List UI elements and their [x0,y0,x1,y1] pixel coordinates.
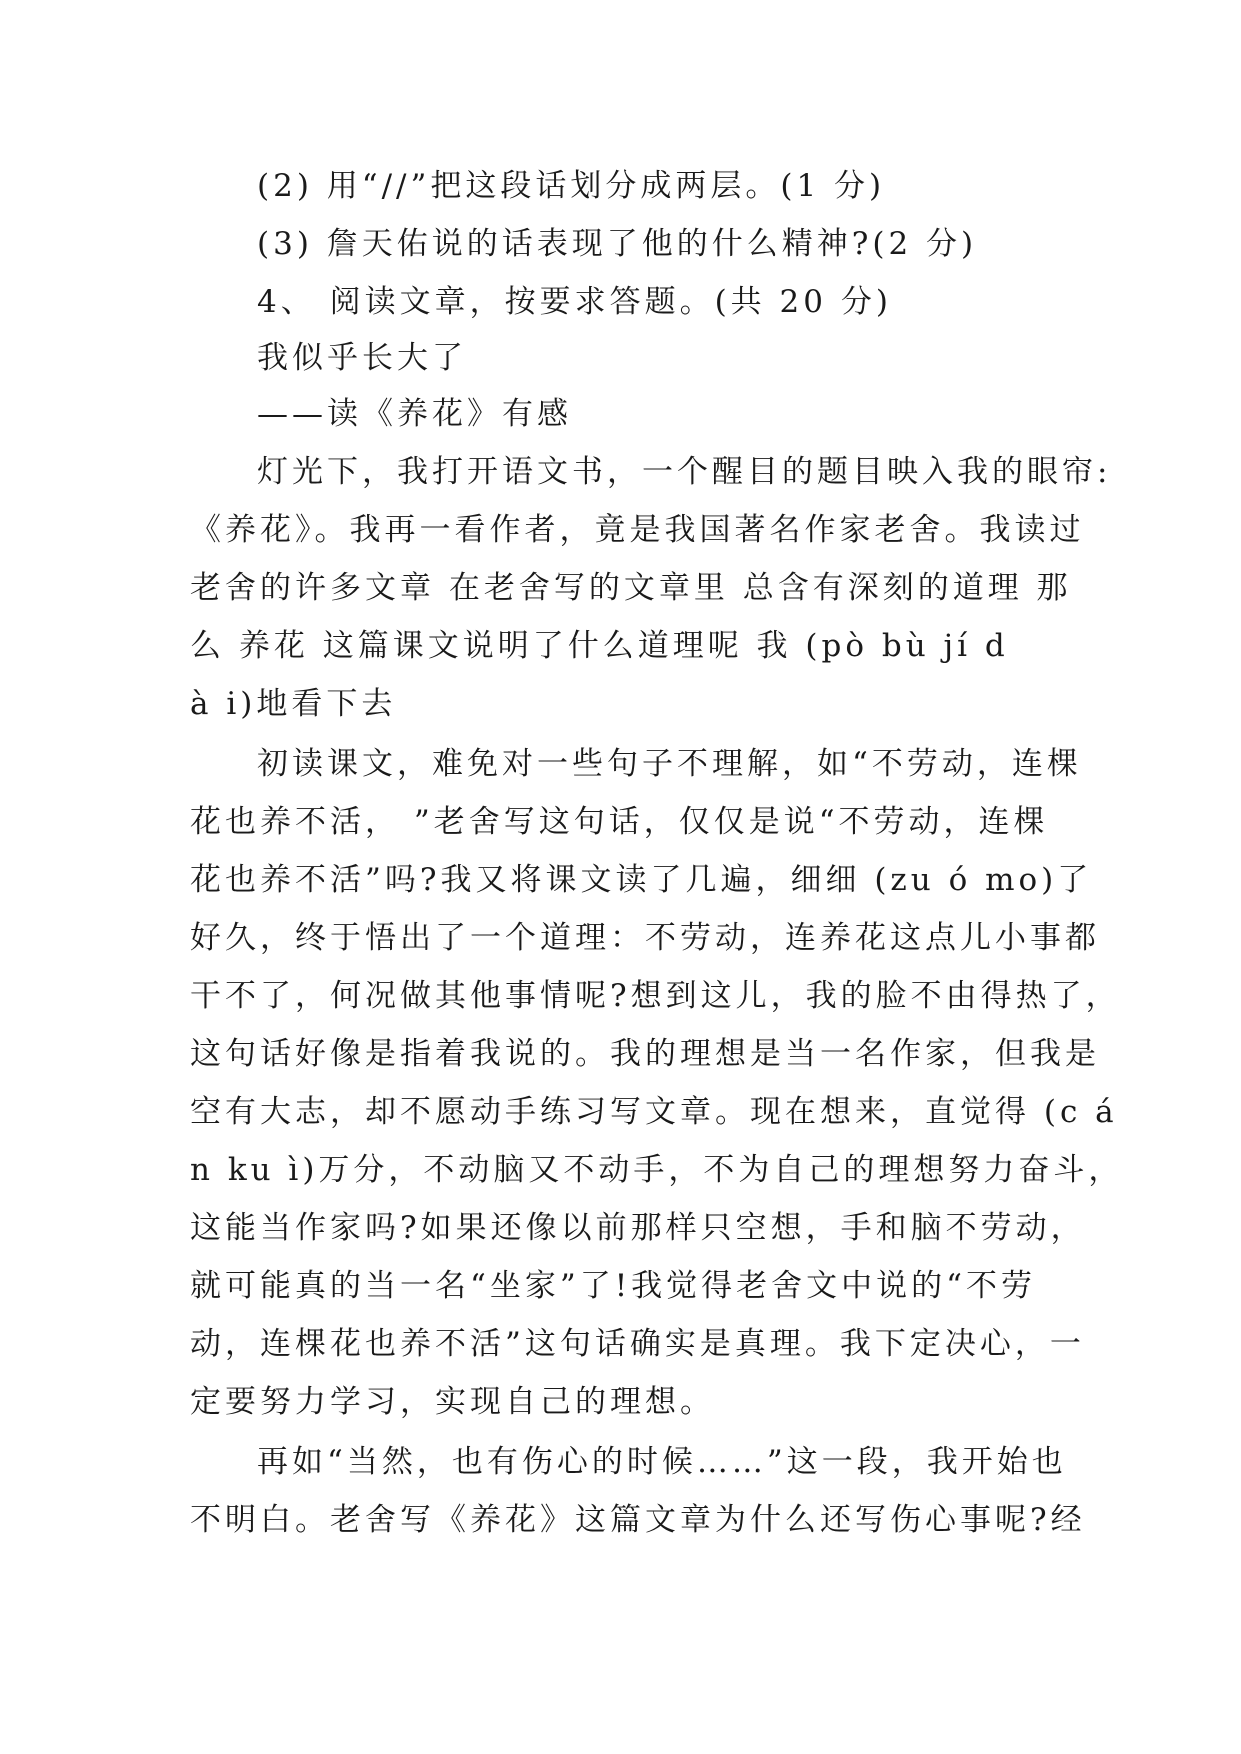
question-3: (3) 詹天佑说的话表现了他的什么精神?(2 分) [257,226,978,262]
paragraph-line: à i)地看下去 [190,686,397,722]
paragraph-line: 老舍的许多文章 在老舍写的文章里 总含有深刻的道理 那 [190,570,1072,606]
paragraph-line: 这能当作家吗?如果还像以前那样只空想，手和脑不劳动， [190,1210,1086,1246]
paragraph-line: 定要努力学习，实现自己的理想。 [190,1384,715,1420]
paragraph-line: 不明白。老舍写《养花》这篇文章为什么还写伤心事呢?经 [190,1502,1086,1538]
article-title: 我似乎长大了 [257,340,467,376]
paragraph-line: 花也养不活， ”老舍写这句话，仅仅是说“不劳动，连棵 [190,804,1049,840]
paragraph-line: 动，连棵花也养不活”这句话确实是真理。我下定决心，一 [190,1326,1085,1362]
paragraph-line: 这句话好像是指着我说的。我的理想是当一名作家，但我是 [190,1036,1100,1072]
question-4: 4、 阅读文章，按要求答题。(共 20 分) [257,284,892,320]
paragraph-line: 花也养不活”吗?我又将课文读了几遍，细细 (zu ó mo)了 [190,862,1093,898]
paragraph-line: 灯光下，我打开语文书，一个醒目的题目映入我的眼帘: [257,454,1112,490]
paragraph-line: 再如“当然，也有伤心的时候……”这一段，我开始也 [257,1444,1067,1480]
paragraph-line: 干不了，何况做其他事情呢?想到这儿，我的脸不由得热了， [190,978,1121,1014]
question-2: (2) 用“//”把这段话划分成两层。(1 分) [257,168,886,204]
paragraph-line: 就可能真的当一名“坐家”了!我觉得老舍文中说的“不劳 [190,1268,1036,1304]
paragraph-line: 好久，终于悟出了一个道理：不劳动，连养花这点儿小事都 [190,920,1100,956]
paragraph-line: 空有大志，却不愿动手练习写文章。现在想来，直觉得 (c á [190,1094,1118,1130]
paragraph-line: n ku ì)万分，不动脑又不动手，不为自己的理想努力奋斗， [190,1152,1124,1188]
paragraph-line: 初读课文，难免对一些句子不理解，如“不劳动，连棵 [257,746,1082,782]
paragraph-line: 么 养花 这篇课文说明了什么道理呢 我 (pò bù jí d [190,628,1009,664]
article-subtitle: ——读《养花》有感 [257,396,572,432]
paragraph-line: 《养花》。我再一看作者，竟是我国著名作家老舍。我读过 [190,512,1085,548]
